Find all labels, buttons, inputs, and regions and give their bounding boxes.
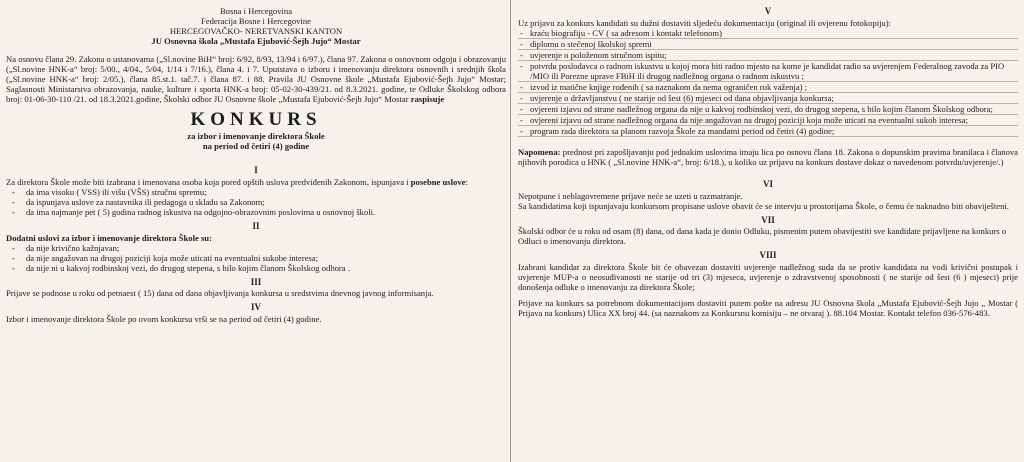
list-item: - uvjerenje o državljanstvu ( ne starije od šest (6) mjeseci od dana objavljivanja konkursa; — [518, 93, 1018, 104]
section-1-text: Za direktora Škole može biti izabrana i imenovana osoba koja pored opštih uslova predviđenih Zakonom, ispunjava i posebne uslove: — [6, 176, 468, 187]
list-item: - izvod iz matične knjige rođenih ( sa naznakom da nema ograničen rok važenja) ; — [518, 82, 1018, 93]
list-item: - da ima visoku ( VSS) ili višu (VŠS) stručnu spremu; — [6, 187, 506, 197]
section-1-bold: posebne uslove — [410, 176, 466, 187]
section-7-number: VII — [761, 214, 775, 225]
section-6-number: VI — [762, 179, 773, 190]
title-block — [6, 110, 506, 151]
list-item: - program rada direktora sa planom razvoja Škole za mandatni period od četiri (4) godine; — [518, 126, 1018, 137]
list-item: - da nije ni u kakvoj rodbinskoj vezi, do drugog stepena, s bilo kojim članom Školskog odbora . — [6, 263, 506, 273]
section-4-number: IV — [250, 302, 261, 313]
right-column — [518, 6, 1018, 318]
list-item: - ovjereni izjavu od strane nadležnog organa da nije u kakvoj rodbinskoj vezi, do drugog stepena, s bilo kojim članom Školskog odbora; — [518, 104, 1018, 115]
section-5-text: Uz prijavu za konkurs kandidati su dužni dostaviti sljedeću dokumentaciju (original ili ovjerenu fotokopiju): — [518, 17, 892, 28]
section-1-number: I — [254, 165, 258, 176]
list-item: - da ima najmanje pet ( 5) godina radnog iskustva na odgojno-obrazovnim poslovima u osnovnoj školi. — [6, 207, 506, 217]
header-line-1: Bosna i Hercegovina — [219, 6, 293, 16]
list-item: - uvjerenje o položenom stručnom ispitu; — [518, 50, 1018, 61]
list-item: - da ispunjava uslove za nastavnika ili pedagoga u skladu sa Zakonom; — [6, 197, 506, 207]
section-1-body: Za direktora Škole može biti izabrana i imenovana osoba koja pored opštih uslova predviđenih Zakonom, ispunjava i — [6, 176, 409, 187]
column-divider — [510, 0, 511, 462]
napomena-text: prednost pri zapošljavanju pod jednakim uslovima imaju lica po osnovu člana 18. Zakona o dopunskim pravima branilaca i članova njihovih porodica u HNK ( „Sl.novine HNK-a“, broj: 6/18.), u koliko uz prijavu na konkurs dostave dokaz o navedenom potvrdu/uvjerenje/.) — [518, 147, 1018, 168]
closing-text: Prijave na konkurs sa potrebnom dokumentacijom dostaviti putem pošte na adresu JU Osnovna škola „Mustafa Ejubović-Šejh Jujo „ Mostar ( Prijava na konkurs) Ulica XX broj 44. (sa naznakom za Konkursnu komisiju – ne otvaraj ). 88.104 Mostar. Kontakt telefon 036-576-483. — [518, 298, 1018, 319]
list-item: - da nije angažovan na drugoj poziciji koja može uticati na eventualni sukobe interesa; — [6, 253, 506, 263]
section-2-list — [6, 243, 506, 273]
napomena-label: Napomena: — [518, 147, 561, 158]
list-item: - kraću biografiju - CV ( sa adresom i kontakt telefonom) — [518, 28, 1018, 39]
list-item: - da nije krivično kažnjavan; — [6, 243, 506, 253]
section-4-text: Izbor i imenovanje direktora Škole po ovom konkursu vrši se na period od četiri (4) godine. — [6, 313, 322, 324]
documents-list — [518, 28, 1018, 137]
napomena — [518, 147, 1018, 167]
intro-text: Na osnovu člana 29. Zakona o ustanovama („Sl.novine BiH“ broj: 6/92, 8/93, 13/94 i 6/97.), člana 97. Zakona o osnovnom odgoju i obrazovanju („Sl.novine HNK-a“ broj: 5/00., 4/04., 5/04, 1/14 i 7/16.), člana 4. i 7. Uputstava o izboru i imenovanju direktora osnovnih i srednjih škola („Sl.novine HNK-a“ broj: 2/05.), člana 85.st.1. tač.7. i člana 87. i 88. Pravila JU Osnovne škole „Mustafa Ejubović-Šejh Jujo“ Mostar; Saglasnosti Ministarstva obrazovanja, nauke, kulture i sporta HNK-a broj: 05-02-30-439/21. od 8.3.2021. godine, te Odluke Školskog odbora broj: 01-06-30-110 /21. od 18.3.2021.godine, Školski odbor JU Osnovne škole „Mustafa Ejubović-Šejh Jujo“ Mostar — [6, 54, 506, 105]
page-title: KONKURS — [190, 109, 322, 131]
section-7-text: Školski odbor će u roku od osam (8) dana, od dana kada je donio Odluku, pismenim putem obavijestiti sve kandidate prijavljene na konkurs o Odluci o imenovanju direktora. — [518, 226, 1007, 247]
section-6-text-2: Sa kandidatima koji ispunjavaju konkursom propisane uslove obavit će se intervju u prostorijama Škole, o čemu će naknadno biti obaviješteni. — [518, 200, 1009, 211]
list-item: - potvrdu poslodavca o radnom iskustvu u kojoj mora biti radno mjesto na kome je kandidat radio sa uvjerenjem Federalnog zavoda za PIO /MIO ili Porezne uprave FBiH ili drugog nadležnog organa o radnom iskustvu ; — [518, 61, 1018, 82]
subtitle-2: na period od četiri (4) godine — [202, 141, 310, 152]
section-6-text-1: Nepotpune i neblagovremene prijave neće se uzeti u razmatranje. — [518, 190, 743, 201]
section-5-number: V — [764, 6, 772, 16]
header-line-2: Federacija Bosne i Hercegovine — [200, 16, 311, 27]
section-2-number: II — [252, 221, 260, 232]
list-item: - diplomu o stečenoj školskoj spremi — [518, 39, 1018, 50]
section-1-list — [6, 187, 506, 217]
section-8-text: Izabrani kandidat za direktora Škole bit će obavezan dostaviti uvjerenje nadležnog suda da se protiv kandidata na vodi krivični postupak i uvjerenje MUP-a o neosuđivanosti ne starije od tri (3) mjeseca, uvjerenje o zdravstvenoj sposobnosti ( ne starije od šest (6 ) mjeseci) prije donošenja odluke o imenovanju za direktora Škole; — [518, 261, 1018, 292]
section-3-number: III — [250, 276, 262, 287]
section-3-text: Prijave se podnose u roku od petnaest ( 15) dana od dana objavljivanja konkursa u sredstvima dnevnog javnog informisanja. — [6, 288, 434, 299]
intro-raspisuje: raspisuje — [410, 94, 445, 105]
intro-paragraph — [6, 54, 506, 104]
header-line-3: HERCEGOVAČKO- NERETVANSKI KANTON — [169, 26, 343, 37]
left-column — [6, 6, 506, 324]
subtitle-1: za izbor i imenovanje direktora Škole — [187, 131, 325, 142]
list-item: - ovjereni izjavu od strane nadležnog organa da nije angažovan na drugoj poziciji koja može uticati na eventualni sukob interesa; — [518, 115, 1018, 126]
section-8-number: VIII — [759, 250, 777, 261]
header-line-4: JU Osnovna škola „Mustafa Ejubović-Šejh Jujo“ Mostar — [151, 36, 361, 47]
letterhead — [6, 6, 506, 46]
section-2-title: Dodatni uslovi za izbor i imenovanje direktora Škole su: — [6, 232, 212, 243]
